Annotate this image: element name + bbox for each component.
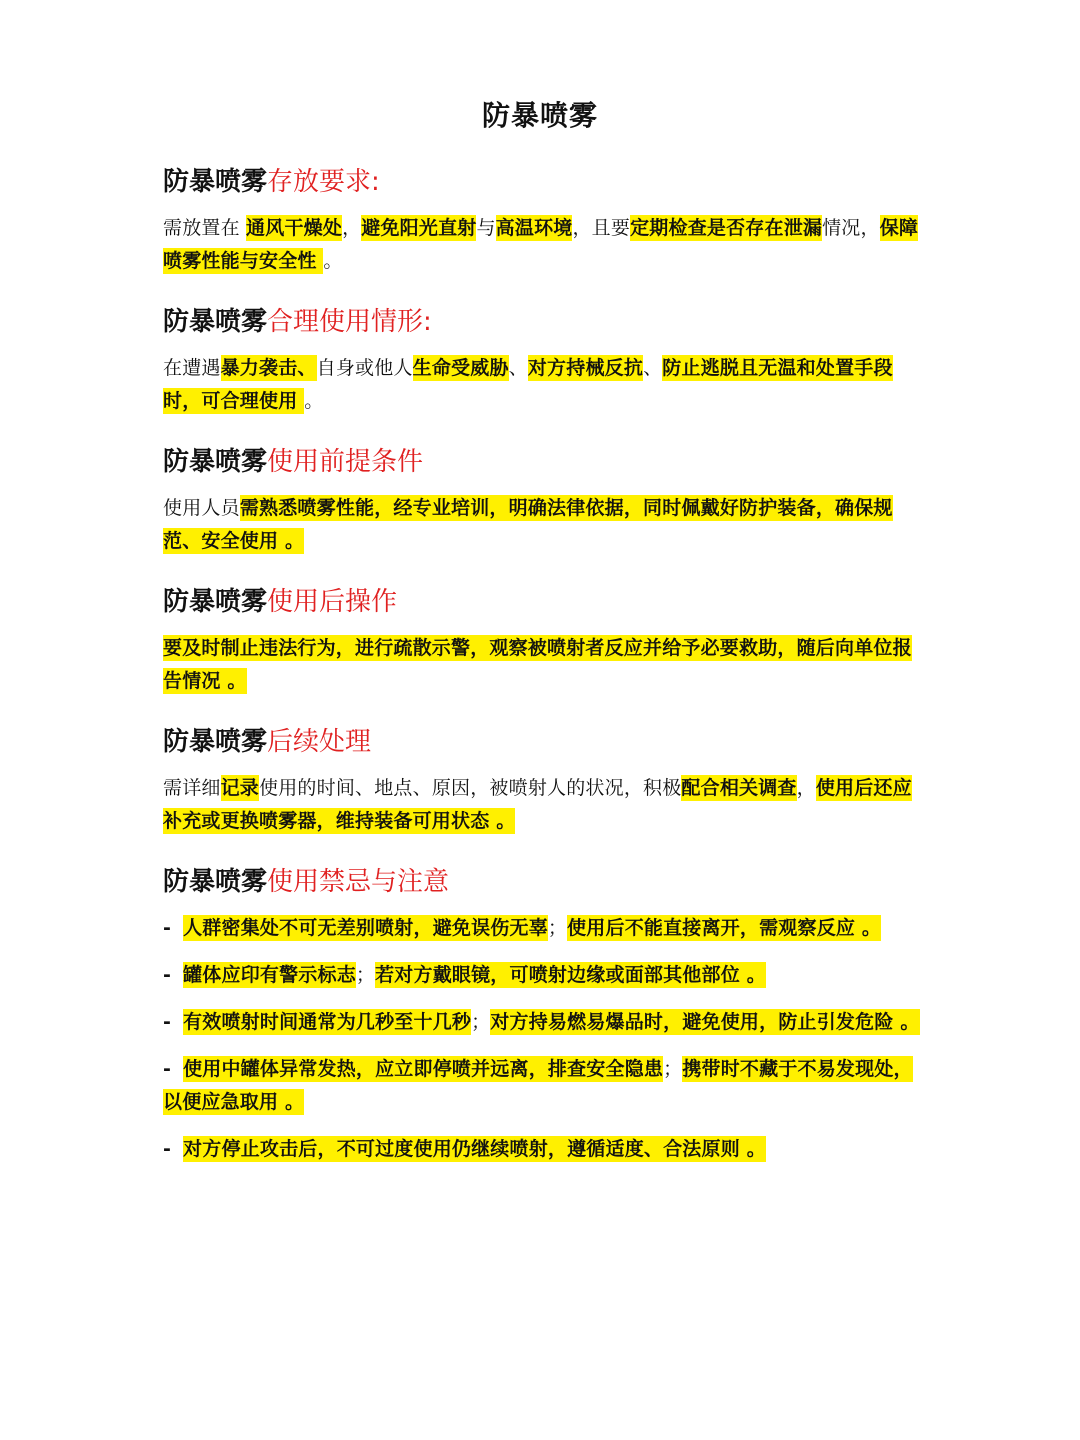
heading-topic: 合理使用情形: (267, 307, 432, 337)
highlighted-text: 若对方戴眼镜，可喷射边缘或面部其他部位 。 (375, 964, 766, 986)
section-heading (163, 862, 923, 902)
highlighted-text: 记录 (220, 777, 260, 799)
paragraph-text: ； (547, 917, 568, 939)
heading-subject: 防暴喷雾 (163, 727, 268, 757)
note-item (163, 1006, 923, 1039)
paragraph-text: 使用的时间、地点、原因，被喷射人的状况，积极 (259, 777, 682, 799)
paragraph-text: 。 (304, 390, 324, 412)
highlighted-text: 罐体应印有警示标志 (183, 964, 356, 986)
paragraph-text: 、 (643, 357, 663, 379)
note-item (163, 1133, 923, 1166)
section-2 (163, 302, 923, 418)
list-dash: - (163, 1058, 172, 1080)
heading-subject: 防暴喷雾 (163, 167, 268, 197)
highlighted-text: 使用中罐体异常发热，应立即停喷并远离，排查安全隐患 (183, 1058, 664, 1080)
section-paragraph (163, 352, 923, 418)
paragraph-text: 需放置在 (163, 217, 247, 239)
highlighted-text: 避免阳光直射 (361, 217, 477, 239)
note-item (163, 1053, 923, 1119)
section-paragraph (163, 212, 923, 278)
highlighted-text: 携带时不藏于不易发现处，以便应急取用 。 (163, 1058, 913, 1113)
highlighted-text: 使用后还应补充或更换喷雾器，维持装备可用状态 。 (163, 777, 912, 832)
heading-subject: 防暴喷雾 (163, 587, 268, 617)
highlighted-text: 需熟悉喷雾性能，经专业培训，明确法律依据，同时佩戴好防护装备，确保规范、安全使用 。 (163, 497, 893, 552)
list-dash: - (163, 917, 172, 939)
list-dash: - (163, 964, 172, 986)
document-title: 防暴喷雾 (481, 99, 598, 132)
highlighted-text: 人群密集处不可无差别喷射，避免误伤无辜 (183, 917, 548, 939)
highlighted-text: 有效喷射时间通常为几秒至十几秒 (183, 1011, 472, 1033)
section-1 (163, 162, 923, 278)
paragraph-text: ； (663, 1058, 683, 1080)
section-5 (163, 722, 923, 838)
paragraph-text: 自身或他人 (316, 357, 413, 379)
paragraph-text: 、 (508, 357, 528, 379)
section-3 (163, 442, 923, 558)
section-paragraph (163, 772, 923, 838)
note-item (163, 912, 923, 945)
heading-topic: 后续处理 (267, 727, 372, 757)
heading-subject: 防暴喷雾 (163, 447, 268, 477)
paragraph-text: ； (355, 964, 376, 986)
list-dash: - (163, 1011, 172, 1033)
sections-container (163, 162, 923, 838)
notes-list (163, 912, 923, 1166)
section-heading (163, 722, 923, 762)
section-heading (163, 162, 923, 202)
paragraph-text: 在遭遇 (163, 357, 221, 379)
highlighted-text: 配合相关调查 (681, 777, 797, 799)
heading-topic: 存放要求: (267, 167, 380, 197)
list-dash: - (163, 1138, 172, 1160)
highlighted-text: 要及时制止违法行为，进行疏散示警，观察被喷射者反应并给予必要救助，随后向单位报告情况 。 (163, 637, 912, 692)
note-item (163, 959, 923, 992)
section-notes (163, 862, 923, 1166)
paragraph-text: 与 (476, 217, 496, 239)
section-heading (163, 302, 923, 342)
document-content (163, 162, 923, 1190)
paragraph-text: 使用人员 (163, 497, 240, 519)
highlighted-text: 保障喷雾性能与安全性 (163, 217, 919, 272)
paragraph-text: 情况， (822, 217, 880, 239)
highlighted-text: 对方停止攻击后，不可过度使用仍继续喷射，遵循适度、合法原则 。 (183, 1138, 766, 1160)
paragraph-text: ， (796, 777, 816, 799)
heading-subject: 防暴喷雾 (163, 867, 268, 897)
section-heading (163, 582, 923, 622)
section-paragraph (163, 632, 923, 698)
heading-subject: 防暴喷雾 (163, 307, 268, 337)
section-4 (163, 582, 923, 698)
highlighted-text: 定期检查是否存在泄漏 (630, 217, 823, 239)
paragraph-text: ， (342, 217, 362, 239)
heading-topic: 使用后操作 (267, 587, 398, 617)
highlighted-text: 防止逃脱且无温和处置手段时，可合理使用 (163, 357, 893, 412)
highlighted-text: 暴力袭击、 (220, 357, 317, 379)
paragraph-text: 。 (323, 250, 343, 272)
paragraph-text: 需详细 (163, 777, 221, 799)
paragraph-text: ； (471, 1011, 491, 1033)
highlighted-text: 对方持易燃易爆品时，避免使用，防止引发危险 。 (490, 1011, 920, 1033)
highlighted-text: 高温环境 (495, 217, 573, 239)
highlighted-text: 使用后不能直接离开，需观察反应 。 (567, 917, 882, 939)
highlighted-text: 生命受威胁 (412, 357, 509, 379)
heading-topic: 使用前提条件 (267, 447, 424, 477)
highlighted-text: 对方持械反抗 (527, 357, 644, 379)
section-heading (163, 442, 923, 482)
section-paragraph (163, 492, 923, 558)
heading-topic: 使用禁忌与注意 (267, 867, 450, 897)
highlighted-text: 通风干燥处 (246, 217, 343, 239)
paragraph-text: ，且要 (572, 217, 631, 239)
